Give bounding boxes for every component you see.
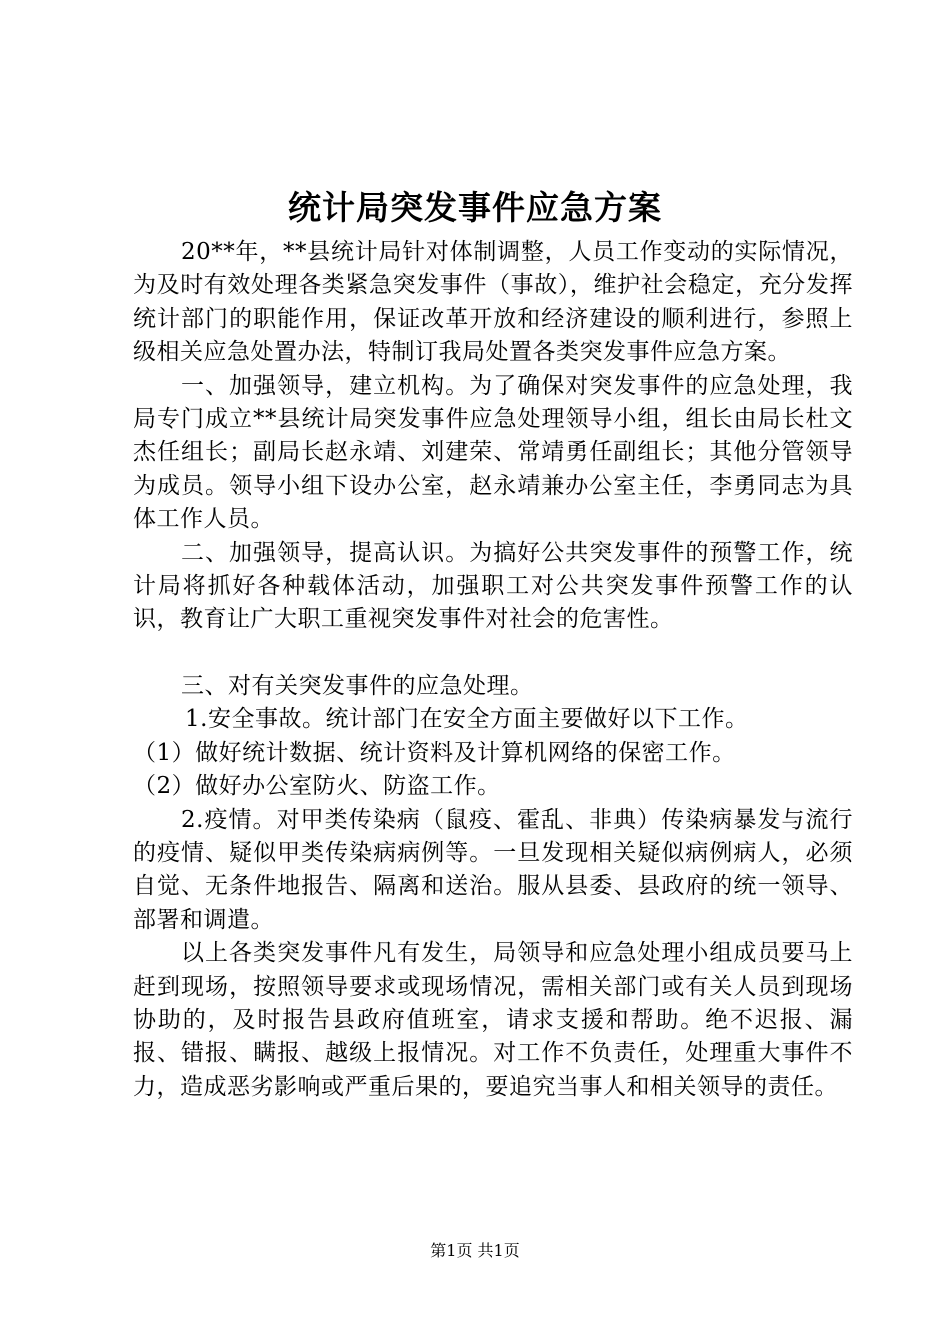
closing-paragraph: 以上各类突发事件凡有发生，局领导和应急处理小组成员要马上赶到现场，按照领导要求或现场情况，需相关部门或有关人员到现场协助的，及时报告县政府值班室，请求支援和帮助。绝不迟报、漏报、错报、瞒报、越级上报情况。对工作不负责任，处理重大事件不力，造成恶劣影响或严重后果的，要追究当事人和相关领导的责任。 (133, 940, 853, 1100)
document-title: 统计局突发事件应急方案 (288, 188, 662, 227)
paragraph-spacer (133, 637, 853, 670)
item-epidemic: 2.疫情。对甲类传染病（鼠疫、霍乱、非典）传染病暴发与流行的疫情、疑似甲类传染病病例等。一旦发现相关疑似病例病人，必须自觉、无条件地报告、隔离和送治。服从县委、县政府的统一领导、部署和调遣。 (133, 806, 853, 933)
document-body (133, 236, 853, 1104)
intro-paragraph: 20**年，**县统计局针对体制调整，人员工作变动的实际情况，为及时有效处理各类紧急突发事件（事故），维护社会稳定，充分发挥统计部门的职能作用，保证改革开放和经济建设的顺利进行，参照上级相关应急处置办法，特制订我局处置各类突发事件应急方案。 (133, 239, 853, 366)
sub-item-1: （1）做好统计数据、统计资料及计算机网络的保密工作。 (133, 739, 736, 766)
section-one-paragraph: 一、加强领导，建立机构。为了确保对突发事件的应急处理，我局专门成立**县统计局突发事件应急处理领导小组，组长由局长杜文杰任组长；副局长赵永靖、刘建荣、常靖勇任副组长；其他分管领导为成员。领导小组下设办公室，赵永靖兼办公室主任，李勇同志为具体工作人员。 (133, 372, 853, 533)
page-footer: 第1页 共1页 (430, 1241, 520, 1260)
sub-item-2: （2）做好办公室防火、防盗工作。 (133, 773, 501, 800)
section-two-paragraph: 二、加强领导，提高认识。为搞好公共突发事件的预警工作，统计局将抓好各种载体活动，加强职工对公共突发事件预警工作的认识，教育让广大职工重视突发事件对社会的危害性。 (133, 539, 853, 633)
item-safety-accident: 1.安全事故。统计部门在安全方面主要做好以下工作。 (185, 706, 749, 733)
section-three-heading: 三、对有关突发事件的应急处理。 (181, 672, 534, 699)
